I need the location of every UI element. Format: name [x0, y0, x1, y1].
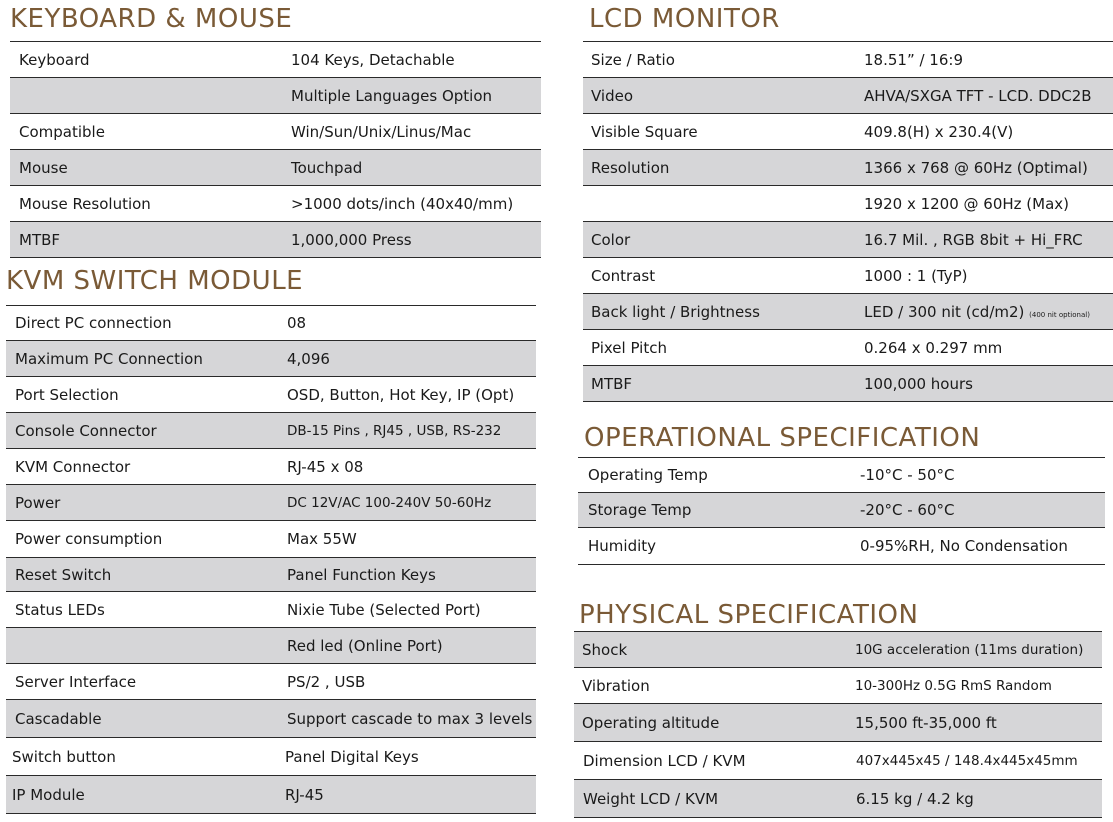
spec-label: Pixel Pitch [591, 338, 667, 357]
spec-label: Keyboard [19, 50, 90, 69]
spec-value: 4,096 [287, 349, 330, 368]
table-row [6, 628, 536, 664]
spec-label: Shock [582, 640, 628, 659]
spec-label: Operating altitude [582, 713, 720, 732]
table-row [574, 780, 1102, 818]
table-row [574, 632, 1102, 668]
spec-label: Weight LCD / KVM [583, 789, 719, 808]
spec-value: 1366 x 768 @ 60Hz (Optimal) [864, 158, 1088, 177]
table-row [10, 150, 541, 186]
table-row [6, 485, 536, 521]
spec-label: Mouse [19, 158, 68, 177]
spec-label: Contrast [591, 266, 656, 285]
table-row [583, 186, 1113, 222]
spec-label: Reset Switch [15, 565, 112, 584]
spec-value: 1000 : 1 (TyP) [864, 266, 968, 285]
spec-value: DC 12V/AC 100-240V 50-60Hz [287, 494, 492, 511]
spec-value [864, 303, 1090, 321]
spec-value: Nixie Tube (Selected Port) [287, 600, 481, 619]
spec-label: Power consumption [15, 530, 163, 548]
spec-value: 1,000,000 Press [291, 230, 412, 249]
table-row [574, 668, 1102, 704]
spec-label: IP Module [12, 785, 85, 804]
spec-value: Red led (Online Port) [287, 636, 443, 655]
table-row [6, 592, 536, 628]
table-row [583, 114, 1113, 150]
table-row [10, 114, 541, 150]
spec-value: OSD, Button, Hot Key, IP (Opt) [287, 385, 515, 404]
spec-value: Panel Function Keys [287, 565, 436, 584]
spec-value: RJ-45 [285, 785, 324, 804]
spec-value: 6.15 kg / 4.2 kg [856, 789, 974, 808]
table-row [6, 413, 536, 449]
spec-label: Server Interface [15, 672, 137, 691]
spec-label: KVM Connector [15, 457, 131, 476]
spec-label: Mouse Resolution [19, 194, 151, 213]
table-row [6, 306, 536, 341]
table-row [583, 150, 1113, 186]
spec-label: Back light / Brightness [591, 302, 760, 321]
spec-value: 409.8(H) x 230.4(V) [864, 122, 1014, 141]
spec-value: 1920 x 1200 @ 60Hz (Max) [864, 194, 1070, 213]
spec-value: Touchpad [291, 158, 363, 177]
spec-label: MTBF [19, 230, 61, 249]
spec-value: Multiple Languages Option [291, 86, 493, 105]
spec-value: >1000 dots/inch (40x40/mm) [291, 194, 514, 213]
spec-value: 18.51” / 16:9 [864, 50, 963, 69]
table-row [578, 528, 1105, 565]
table-row [574, 742, 1102, 780]
backlight-value: LED / 300 nit (cd/m2) [864, 302, 1025, 321]
table-row [574, 704, 1102, 742]
table-row [10, 78, 541, 114]
section-title: KVM SWITCH MODULE [6, 266, 304, 296]
spec-value: Support cascade to max 3 levels [287, 709, 533, 728]
table-row [583, 258, 1113, 294]
table-row [6, 521, 536, 558]
spec-value: 10-300Hz 0.5G RmS Random [855, 677, 1052, 694]
spec-table [10, 41, 541, 258]
spec-label: Switch button [12, 747, 116, 766]
table-row [583, 366, 1113, 402]
spec-table [574, 631, 1102, 818]
spec-value: RJ-45 x 08 [287, 457, 364, 476]
spec-label: Power [15, 493, 61, 512]
spec-label: Resolution [591, 158, 670, 177]
table-row [578, 458, 1105, 493]
spec-value: 08 [287, 314, 307, 332]
spec-table [6, 305, 536, 814]
spec-label: Direct PC connection [15, 314, 172, 332]
spec-value: Panel Digital Keys [285, 747, 419, 766]
table-row [583, 330, 1113, 366]
spec-label: Status LEDs [15, 600, 105, 619]
spec-value: Max 55W [287, 530, 357, 548]
backlight-note: (400 nit optional) [1029, 310, 1090, 319]
spec-value: Win/Sun/Unix/Linus/Mac [291, 122, 472, 141]
spec-label: Cascadable [15, 709, 102, 728]
spec-label: Dimension LCD / KVM [583, 751, 746, 770]
spec-value: 0-95%RH, No Condensation [860, 537, 1068, 555]
spec-value: 100,000 hours [864, 374, 973, 393]
spec-label: Storage Temp [588, 501, 692, 519]
spec-value: -20°C - 60°C [860, 501, 955, 519]
spec-value: DB-15 Pins , RJ45 , USB, RS-232 [287, 422, 502, 439]
spec-table [583, 41, 1113, 402]
spec-value: 407x445x45 / 148.4x445x45mm [856, 752, 1078, 769]
table-row [6, 449, 536, 485]
spec-label: Port Selection [15, 385, 119, 404]
table-row [578, 493, 1105, 528]
spec-table [578, 457, 1105, 565]
spec-label: MTBF [591, 374, 633, 393]
spec-label: Operating Temp [588, 466, 708, 484]
table-row [10, 186, 541, 222]
table-row [583, 78, 1113, 114]
spec-label: Humidity [588, 537, 657, 555]
spec-value: 0.264 x 0.297 mm [864, 338, 1003, 357]
table-row [6, 700, 536, 738]
spec-value: AHVA/SXGA TFT - LCD. DDC2B [864, 86, 1092, 105]
table-row [10, 222, 541, 258]
spec-label: Size / Ratio [591, 50, 675, 69]
spec-value: PS/2 , USB [287, 672, 366, 691]
spec-value: 16.7 Mil. , RGB 8bit + Hi_FRC [864, 230, 1083, 249]
spec-label: Vibration [582, 676, 650, 695]
table-row [10, 42, 541, 78]
spec-label: Video [591, 86, 634, 105]
spec-label: Maximum PC Connection [15, 349, 203, 368]
table-row [6, 738, 536, 776]
spec-value: -10°C - 50°C [860, 466, 955, 484]
spec-label: Color [591, 230, 631, 249]
spec-value: 15,500 ft-35,000 ft [855, 713, 997, 732]
spec-value: 104 Keys, Detachable [291, 50, 455, 69]
spec-label: Visible Square [591, 122, 698, 141]
table-row [583, 42, 1113, 78]
table-row [583, 294, 1113, 330]
table-row [6, 341, 536, 377]
section-title: KEYBOARD & MOUSE [10, 4, 293, 34]
section-title: LCD MONITOR [589, 4, 780, 34]
table-row [6, 377, 536, 413]
spec-label: Console Connector [15, 421, 157, 440]
spec-label: Compatible [19, 122, 105, 141]
spec-value: 10G acceleration (11ms duration) [855, 641, 1084, 658]
table-row [6, 664, 536, 700]
section-title: PHYSICAL SPECIFICATION [579, 600, 919, 630]
table-row [6, 776, 536, 814]
section-title: OPERATIONAL SPECIFICATION [584, 423, 981, 453]
table-row [583, 222, 1113, 258]
table-row [6, 558, 536, 592]
